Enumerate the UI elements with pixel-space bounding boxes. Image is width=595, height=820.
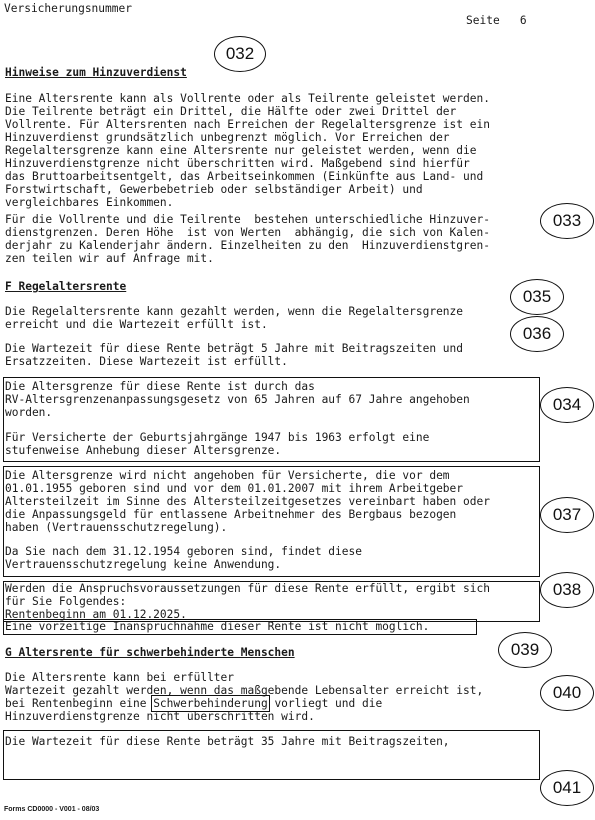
paragraph-hinzuverdienst-2: Für die Vollrente und die Teilrente bestehen unterschiedliche Hinzuver- dienstgrenzen. Deren Höhe ist von Werten abhängig, die sich von Kalen- derjahr zu Kalenderjahr ändern. Einzelheiten zu den Hinzuverdienstgren- zen teilen wir auf Anfrage mit. <box>5 213 490 265</box>
box-wartezeit-35-text: Die Wartezeit für diese Rente beträgt 35 Jahre mit Beitragszeiten, <box>5 735 450 748</box>
section-heading-regelaltersrente: F Regelaltersrente <box>5 280 127 293</box>
document-header-title: Versicherungsnummer <box>4 2 132 15</box>
box-vertrauensschutz-text-a: Die Altersgrenze wird nicht angehoben für Versicherte, die vor dem 01.01.1955 geboren sind und vor dem 01.01.2007 mit ihrem Arbeitgeber Altersteilzeit im Sinne des Altersteilzeitgesetzes vereinbart haben oder die Anpassungsgeld für entlassene Arbeitnehmer des Bergbaus bezogen haben (Vertrauensschutzregelung). <box>5 469 490 534</box>
box-rentenbeginn-text: Werden die Anspruchsvoraussetzungen für diese Rente erfüllt, ergibt sich für Sie Folgendes: Rentenbeginn am 01.12.2025. <box>5 582 490 621</box>
paragraph-schwerbehinderte-line1: Die Altersrente kann bei erfüllter <box>5 671 235 684</box>
page-number: Seite 6 <box>466 14 527 27</box>
box-vorzeitig-text: Eine vorzeitige Inanspruchnahme dieser Rente ist nicht möglich. <box>5 620 430 633</box>
paragraph-schwerbehinderte-line2: Wartezeit gezahlt werden, wenn das maßgebende Lebensalter erreicht ist, <box>5 684 484 697</box>
annotation-bubble-039: 039 <box>498 632 552 668</box>
annotation-bubble-040: 040 <box>540 675 594 711</box>
box-altersgrenze-text-b: Für Versicherte der Geburtsjahrgänge 1947 bis 1963 erfolgt eine stufenweise Anhebung dieser Altersgrenze. <box>5 431 430 457</box>
box-altersgrenze-text-a: Die Altersgrenze für diese Rente ist durch das RV-Altersgrenzenanpassungsgesetz von 65 Jahren auf 67 Jahre angehoben worden. <box>5 380 470 419</box>
annotation-bubble-032: 032 <box>214 36 266 72</box>
line3-prefix: bei Rentenbeginn eine <box>5 697 154 710</box>
annotation-bubble-036: 036 <box>510 316 564 352</box>
paragraph-schwerbehinderte-line4: Hinzuverdienstgrenze nicht überschritten wird. <box>5 710 315 723</box>
box-vertrauensschutz-text-b: Da Sie nach dem 31.12.1954 geboren sind, findet diese Vertrauensschutzregelung keine Anwendung. <box>5 545 362 571</box>
annotation-bubble-033: 033 <box>540 203 594 239</box>
section-heading-schwerbehinderte: G Altersrente für schwerbehinderte Menschen <box>5 646 295 659</box>
form-footer: Forms CD0000 - V001 - 08/03 <box>4 806 100 813</box>
section-heading-hinzuverdienst: Hinweise zum Hinzuverdienst <box>5 66 187 79</box>
paragraph-hinzuverdienst-1: Eine Altersrente kann als Vollrente oder als Teilrente geleistet werden. Die Teilrente beträgt ein Drittel, die Hälfte oder zwei Drittel der Vollrente. Für Altersrenten nach Erreichen der Regelaltersgrenze ist ein Hinzuverdienst grundsätzlich unbegrenzt möglich. Vor Erreichen der Regelaltersgrenze kann eine Altersrente nur geleistet werden, wenn die Hinzuverdienstgrenze nicht überschritten wird. Maßgebend sind hierfür das Bruttoarbeitsentgelt, das Arbeitseinkommen (Einkünfte aus Land- und Forstwirtschaft, Gewerbebetrieb oder selbständiger Arbeit) und vergleichbares Einkommen. <box>5 92 490 209</box>
annotation-bubble-035: 035 <box>510 279 564 315</box>
paragraph-schwerbehinderte-line3 <box>5 697 382 710</box>
paragraph-regelaltersrente-2: Die Wartezeit für diese Rente beträgt 5 Jahre mit Beitragszeiten und Ersatzzeiten. Diese Wartezeit ist erfüllt. <box>5 342 464 368</box>
annotation-bubble-038: 038 <box>540 572 594 608</box>
annotation-bubble-037: 037 <box>540 497 594 533</box>
paragraph-regelaltersrente-1: Die Regelaltersrente kann gezahlt werden, wenn die Regelaltersgrenze erreicht und die Wartezeit erfüllt ist. <box>5 305 464 331</box>
annotation-bubble-041: 041 <box>540 770 594 806</box>
schwerbehinderung-highlight: Schwerbehinderung <box>153 697 268 710</box>
line3-suffix: vorliegt und die <box>267 697 383 710</box>
annotation-bubble-034: 034 <box>540 387 594 423</box>
